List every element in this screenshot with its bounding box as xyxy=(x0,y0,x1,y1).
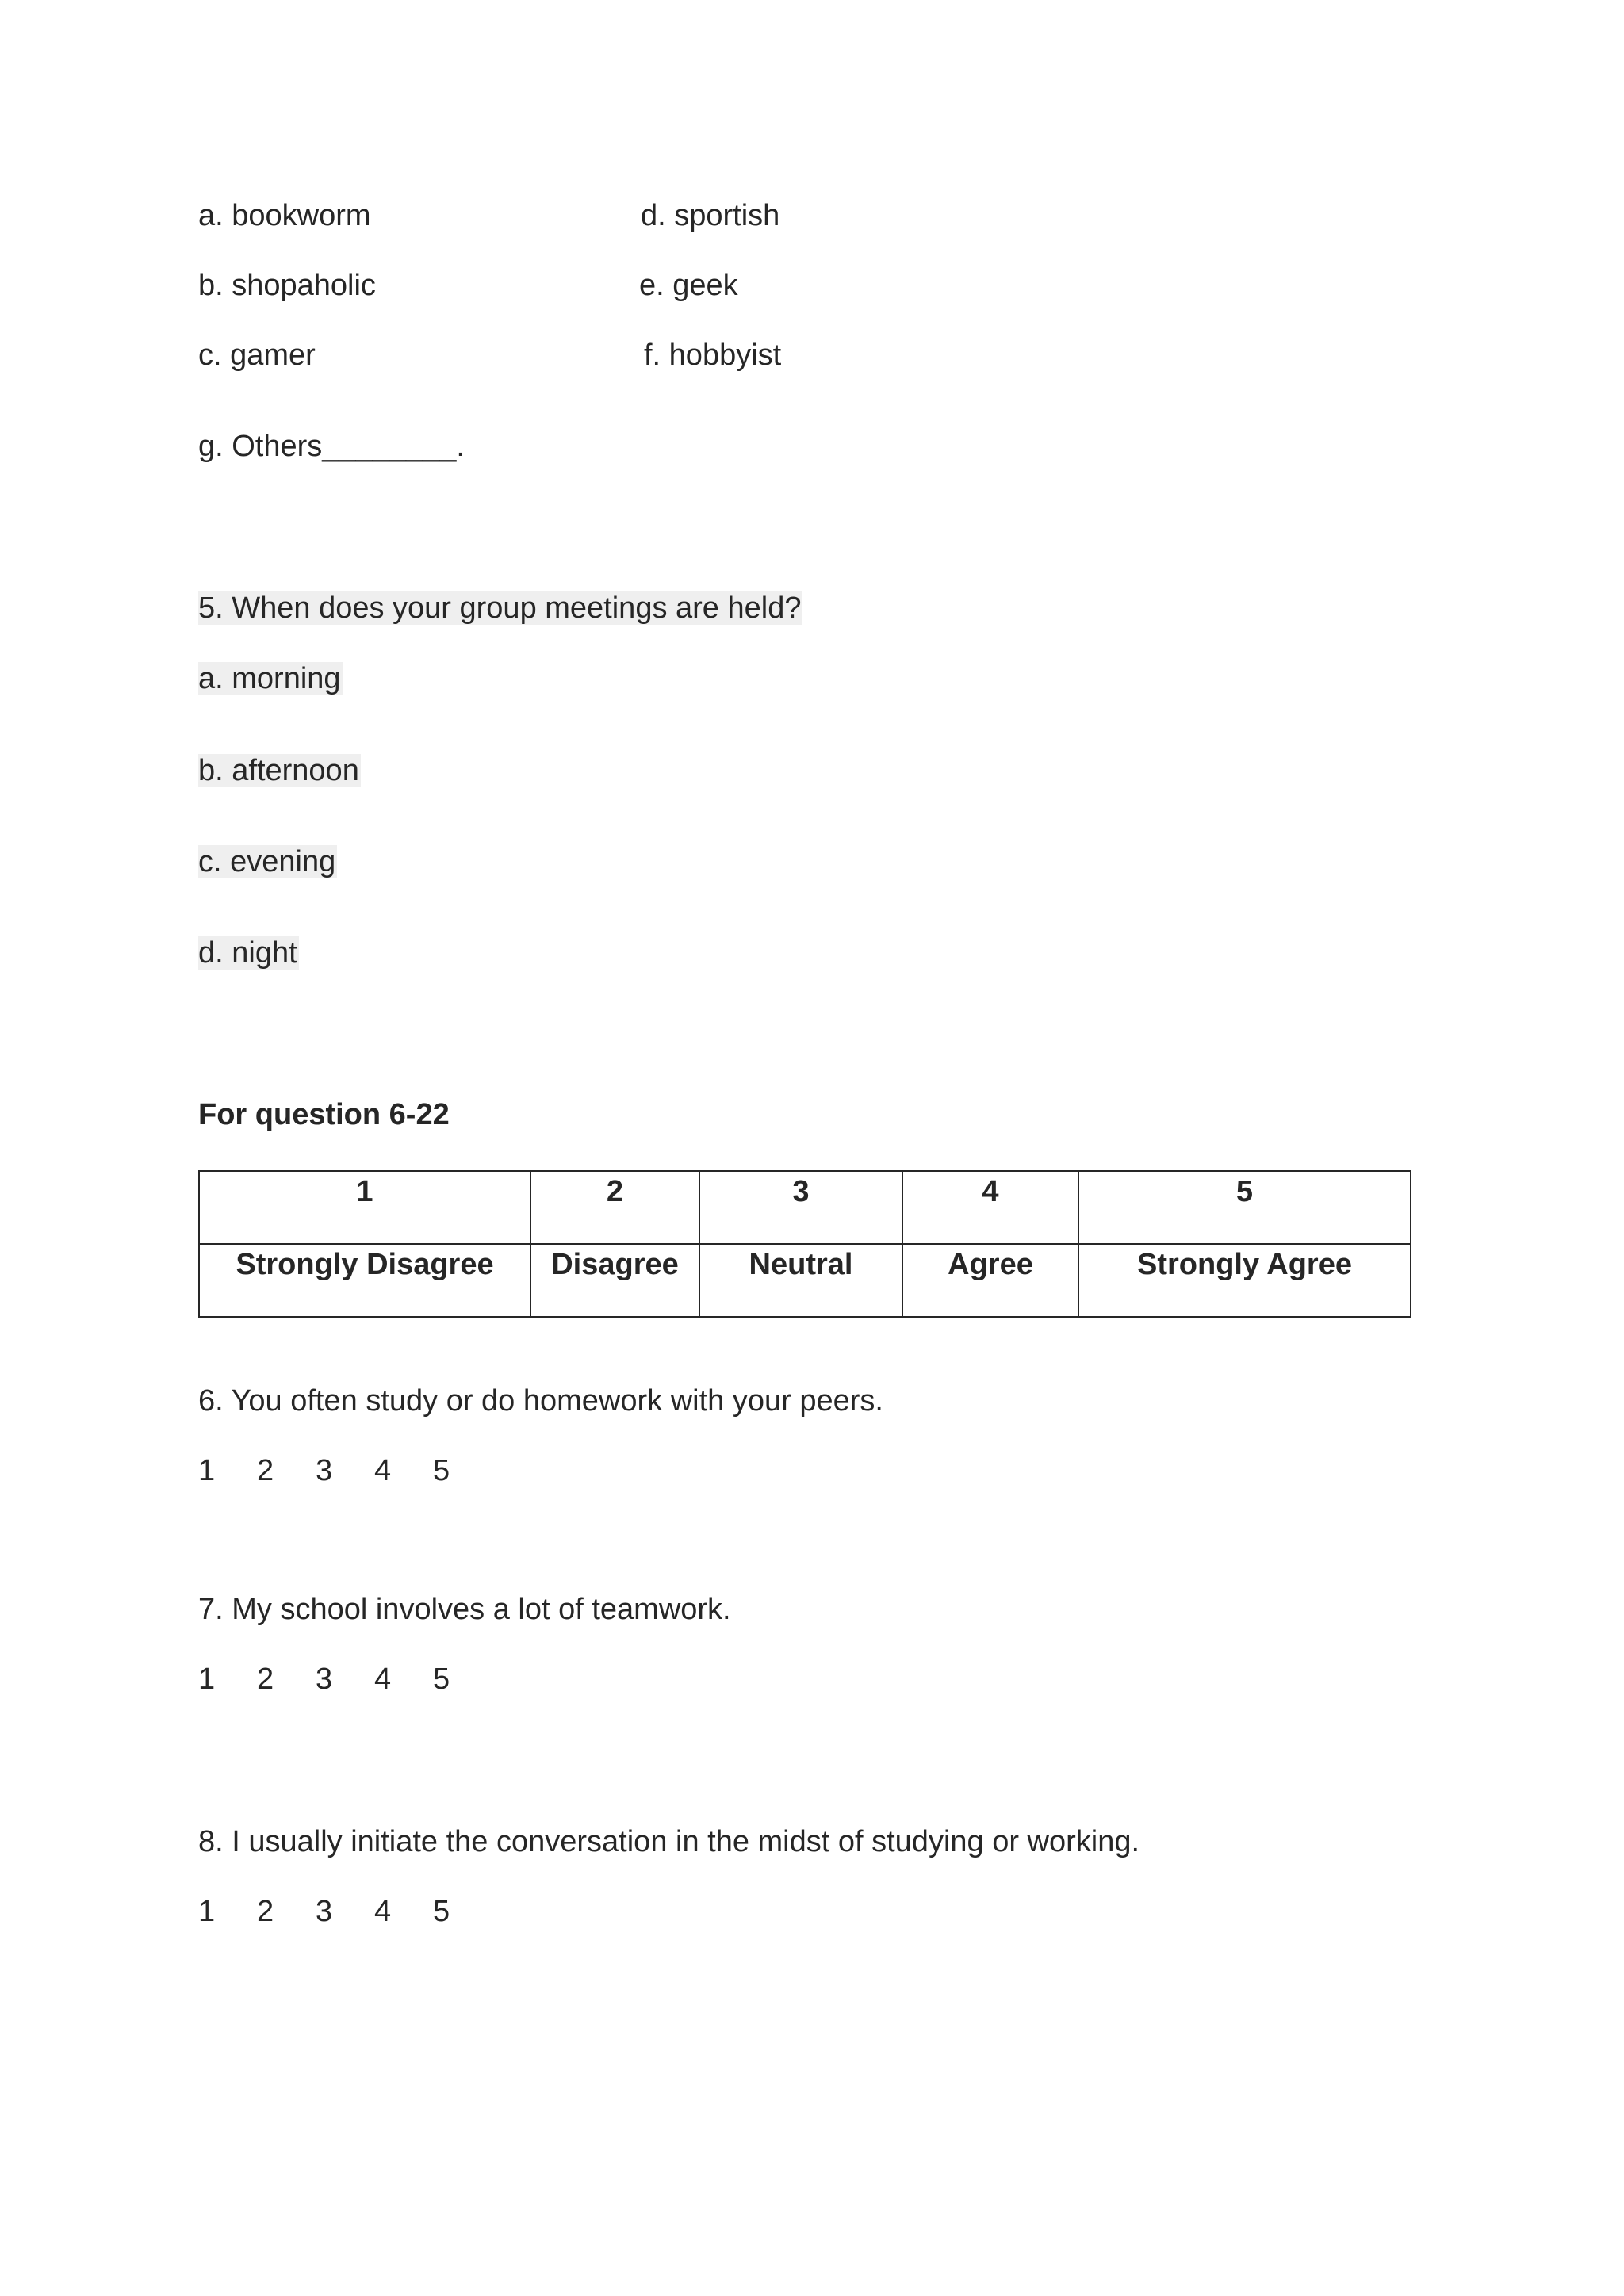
q4-option-g: g. Others________. xyxy=(198,430,465,463)
choice-3[interactable]: 3 xyxy=(316,1663,333,1696)
scale-label: Agree xyxy=(902,1244,1078,1317)
q5-option-a: a. morning xyxy=(198,662,341,695)
scale-label: Disagree xyxy=(530,1244,699,1317)
likert-scale-table xyxy=(198,1170,1411,1318)
choice-2[interactable]: 2 xyxy=(257,1895,274,1928)
q5-option-b: b. afternoon xyxy=(198,754,359,787)
choice-1[interactable]: 1 xyxy=(198,1454,216,1487)
q4-option-b: b. shopaholic xyxy=(198,269,376,302)
scale-label: Neutral xyxy=(699,1244,902,1317)
q4-option-f: f. hobbyist xyxy=(644,339,782,372)
choice-5[interactable]: 5 xyxy=(433,1454,450,1487)
q7-question: 7. My school involves a lot of teamwork. xyxy=(198,1593,731,1626)
scale-label: Strongly Agree xyxy=(1078,1244,1411,1317)
choice-4[interactable]: 4 xyxy=(374,1454,392,1487)
q6-question: 6. You often study or do homework with your peers. xyxy=(198,1384,883,1418)
choice-3[interactable]: 3 xyxy=(316,1454,333,1487)
q4-option-d: d. sportish xyxy=(641,199,780,232)
scale-number-row xyxy=(199,1171,1411,1244)
scale-number: 1 xyxy=(199,1171,530,1244)
q4-option-e: e. geek xyxy=(639,269,738,302)
scale-number: 2 xyxy=(530,1171,699,1244)
choice-2[interactable]: 2 xyxy=(257,1454,274,1487)
choice-1[interactable]: 1 xyxy=(198,1663,216,1696)
scale-heading: For question 6-22 xyxy=(198,1098,450,1131)
q8-question: 8. I usually initiate the conversation in the midst of studying or working. xyxy=(198,1825,1140,1858)
scale-label: Strongly Disagree xyxy=(199,1244,530,1317)
choice-3[interactable]: 3 xyxy=(316,1895,333,1928)
choice-4[interactable]: 4 xyxy=(374,1663,392,1696)
scale-number: 4 xyxy=(902,1171,1078,1244)
q5-question: 5. When does your group meetings are held? xyxy=(198,591,802,625)
choice-5[interactable]: 5 xyxy=(433,1895,450,1928)
q4-option-a: a. bookworm xyxy=(198,199,371,232)
q5-option-d: d. night xyxy=(198,936,297,970)
scale-number: 3 xyxy=(699,1171,902,1244)
scale-label-row xyxy=(199,1244,1411,1317)
choice-4[interactable]: 4 xyxy=(374,1895,392,1928)
choice-2[interactable]: 2 xyxy=(257,1663,274,1696)
q4-option-c: c. gamer xyxy=(198,339,316,372)
choice-5[interactable]: 5 xyxy=(433,1663,450,1696)
scale-number: 5 xyxy=(1078,1171,1411,1244)
choice-1[interactable]: 1 xyxy=(198,1895,216,1928)
q5-option-c: c. evening xyxy=(198,845,336,878)
